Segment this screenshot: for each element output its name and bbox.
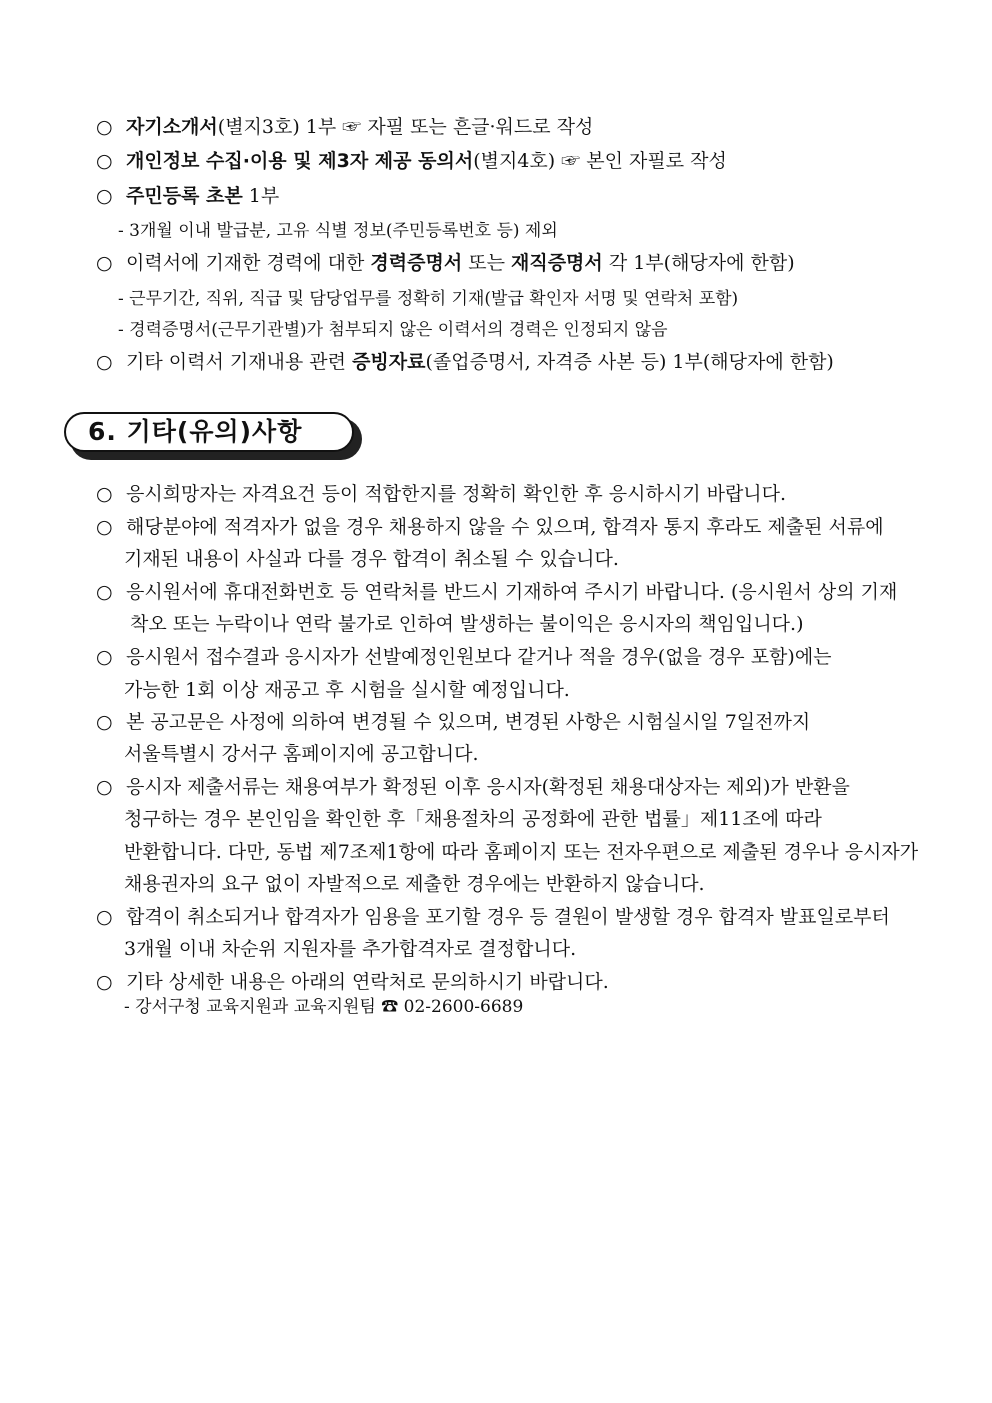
bullet-circle-icon: ○ <box>96 581 113 603</box>
contact-line: - 강서구청 교육지원과 교육지원팀 ☎ 02-2600-6689 <box>124 997 524 1017</box>
note-5-cont: 서울특별시 강서구 홈페이지에 공고합니다. <box>124 743 479 765</box>
note-6-cont-2: 반환합니다. 다만, 동법 제7조제1항에 따라 홈페이지 또는 전자우편으로 제출된 경우나 응시자가 <box>124 841 919 863</box>
item-bold: 주민등록 초본 <box>126 185 243 207</box>
bullet-circle-icon: ○ <box>96 252 113 274</box>
note-1 <box>96 480 786 508</box>
item-text: 이력서에 기재한 경력에 대한 <box>126 252 371 274</box>
note-3-cont: 착오 또는 누락이나 연락 불가로 인하여 발생하는 불이익은 응시자의 책임입니다.) <box>130 613 804 635</box>
bullet-circle-icon: ○ <box>96 150 113 172</box>
note-text: 응시원서 접수결과 응시자가 선발예정인원보다 같거나 적을 경우(없을 경우 포함)에는 <box>126 646 832 668</box>
item-text: (별지3호) 1부 ☞ 자필 또는 흔글·워드로 작성 <box>217 116 594 138</box>
note-text: 응시자 제출서류는 채용여부가 확정된 이후 응시자(확정된 채용대상자는 제외)가 반환을 <box>126 776 850 798</box>
note-5 <box>96 708 810 736</box>
item-bold: 증빙자료 <box>352 351 426 373</box>
bullet-circle-icon: ○ <box>96 906 113 928</box>
item-text: 각 1부(해당자에 한함) <box>602 252 795 274</box>
note-7 <box>96 903 890 931</box>
bullet-circle-icon: ○ <box>96 351 113 373</box>
item-bold: 경력증명서 <box>370 252 463 274</box>
item-bold: 재직증명서 <box>511 252 603 274</box>
note-6-cont-3: 채용권자의 요구 없이 자발적으로 제출한 경우에는 반환하지 않습니다. <box>124 873 705 895</box>
note-6-cont-1: 청구하는 경우 본인임을 확인한 후「채용절차의 공정화에 관한 법률」제11조에 따라 <box>124 808 822 830</box>
bullet-circle-icon: ○ <box>96 646 113 668</box>
note-text: 기타 상세한 내용은 아래의 연락처로 문의하시기 바랍니다. <box>126 971 609 993</box>
note-2-cont: 기재된 내용이 사실과 다를 경우 합격이 취소될 수 있습니다. <box>124 548 619 570</box>
bullet-circle-icon: ○ <box>96 116 113 138</box>
note-text: 본 공고문은 사정에 의하여 변경될 수 있으며, 변경된 사항은 시험실시일 7일전까지 <box>126 711 811 733</box>
note-text: 응시희망자는 자격요건 등이 적합한지를 정확히 확인한 후 응시하시기 바랍니다. <box>126 483 787 505</box>
bullet-circle-icon: ○ <box>96 516 113 538</box>
item-proof-docs <box>96 348 834 376</box>
bullet-circle-icon: ○ <box>96 711 113 733</box>
note-text: 해당분야에 적격자가 없을 경우 채용하지 않을 수 있으며, 합격자 통지 후라도 제출된 서류에 <box>126 516 884 538</box>
note-3 <box>96 578 897 606</box>
section-title: 6. 기타(유의)사항 <box>64 412 354 452</box>
note-8 <box>96 968 609 996</box>
bullet-circle-icon: ○ <box>96 185 113 207</box>
item-text: (별지4호) ☞ 본인 자필로 작성 <box>473 150 727 172</box>
note-6 <box>96 773 850 801</box>
sub-career-note-2: - 경력증명서(근무기관별)가 첨부되지 않은 이력서의 경력은 인정되지 않음 <box>118 320 668 340</box>
note-2 <box>96 513 884 541</box>
item-text: (졸업증명서, 자격증 사본 등) 1부(해당자에 한함) <box>425 351 834 373</box>
bullet-circle-icon: ○ <box>96 483 113 505</box>
item-bold: 자기소개서 <box>126 116 218 138</box>
item-privacy-consent <box>96 147 727 175</box>
note-text: 응시원서에 휴대전화번호 등 연락처를 반드시 기재하여 주시기 바랍니다. (응시원서 상의 기재 <box>126 581 898 603</box>
item-career-cert <box>96 249 795 277</box>
note-text: 합격이 취소되거나 합격자가 임용을 포기할 경우 등 결원이 발생할 경우 합격자 발표일로부터 <box>126 906 890 928</box>
sub-career-note-1: - 근무기간, 직위, 직급 및 담당업무를 정확히 기재(발급 확인자 서명 및 연락처 포함) <box>118 289 739 309</box>
item-text: 기타 이력서 기재내용 관련 <box>126 351 353 373</box>
note-4 <box>96 643 832 671</box>
item-bold: 개인정보 수집·이용 및 제3자 제공 동의서 <box>126 150 474 172</box>
bullet-circle-icon: ○ <box>96 776 113 798</box>
section-heading <box>64 412 364 462</box>
item-self-intro <box>96 113 593 141</box>
sub-resident-note: - 3개월 이내 발급분, 고유 식별 정보(주민등록번호 등) 제외 <box>118 221 558 241</box>
item-text: 1부 <box>242 185 280 207</box>
item-resident-register <box>96 182 279 210</box>
bullet-circle-icon: ○ <box>96 971 113 993</box>
note-4-cont: 가능한 1회 이상 재공고 후 시험을 실시할 예정입니다. <box>124 679 570 701</box>
note-7-cont: 3개월 이내 차순위 지원자를 추가합격자로 결정합니다. <box>124 938 577 960</box>
item-text: 또는 <box>462 252 511 274</box>
